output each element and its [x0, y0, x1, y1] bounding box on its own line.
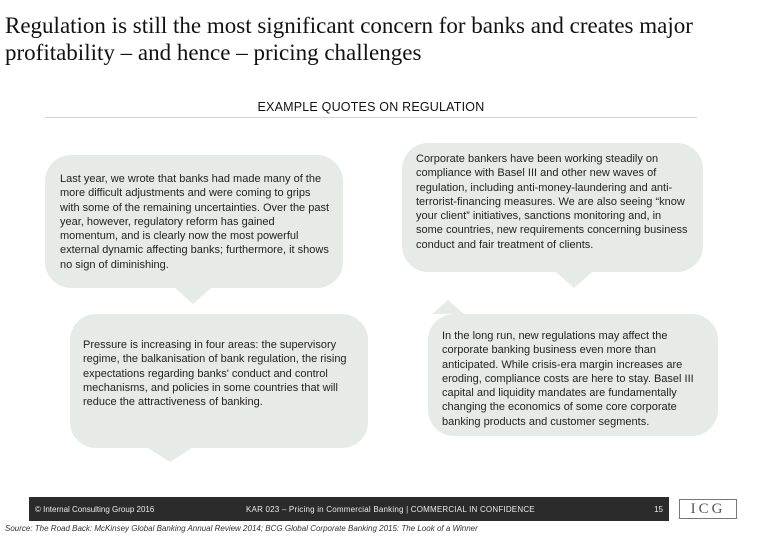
quote-text: Pressure is increasing in four areas: the supervisory regime, the balkanisation of bank regulation, the rising expectations regarding banks' conduct and control mechanisms, and policies in some countries that will reduce the attractiveness of banking.: [83, 339, 347, 409]
icg-logo: ICG: [679, 499, 737, 519]
quote-bubble: [402, 143, 703, 272]
quote-text: Corporate bankers have been working steadily on compliance with Basel III and other new waves of regulation, including anti-money-laundering and anti-terrorist-financing measures. We are also seeing “know your client” initiatives, sanctions monitoring and, in some countries, new requirements concerning business conduct and fair treatment of clients.: [416, 153, 688, 251]
slide-title: Regulation is still the most significant concern for banks and creates major profitability – and hence – pricing challenges: [5, 13, 693, 65]
section-heading: EXAMPLE QUOTES ON REGULATION: [257, 100, 485, 114]
quote-text: Last year, we wrote that banks had made many of the more difficult adjustments and were coming to grips with some of the remaining uncertainties. Over the past year, however, regulatory reform has gained momentum, and is clearly now the most powerful external dynamic affecting banks; furthermore, it shows no sign of diminishing.: [60, 173, 330, 271]
section-divider: [45, 117, 697, 118]
quote-text: In the long run, new regulations may affect the corporate banking business even more than anticipated. While crisis-era margin increases are eroding, compliance costs are here to stay. Basel III capital and liquidity mandates are fundamentally changing the economics of some core corporate banking products and customer segments.: [442, 330, 694, 428]
page-number: 15: [654, 505, 663, 514]
footer-copyright: © Internal Consulting Group 2016: [35, 505, 155, 514]
speech-tail: [432, 300, 464, 314]
quote-bubble: [428, 314, 718, 436]
quote-bubble: [70, 314, 368, 448]
footer-document-info: KAR 023 – Pricing in Commercial Banking | COMMERCIAL IN CONFIDENCE: [246, 505, 535, 514]
footer-bar: [29, 497, 669, 521]
source-note: Source: The Road Back: McKinsey Global Banking Annual Review 2014; BCG Global Corporate Banking 2015: The Look of a Winner: [5, 524, 478, 533]
speech-tail: [556, 272, 592, 288]
speech-tail: [148, 448, 192, 462]
speech-tail: [175, 288, 211, 304]
quote-bubble: [45, 155, 343, 288]
